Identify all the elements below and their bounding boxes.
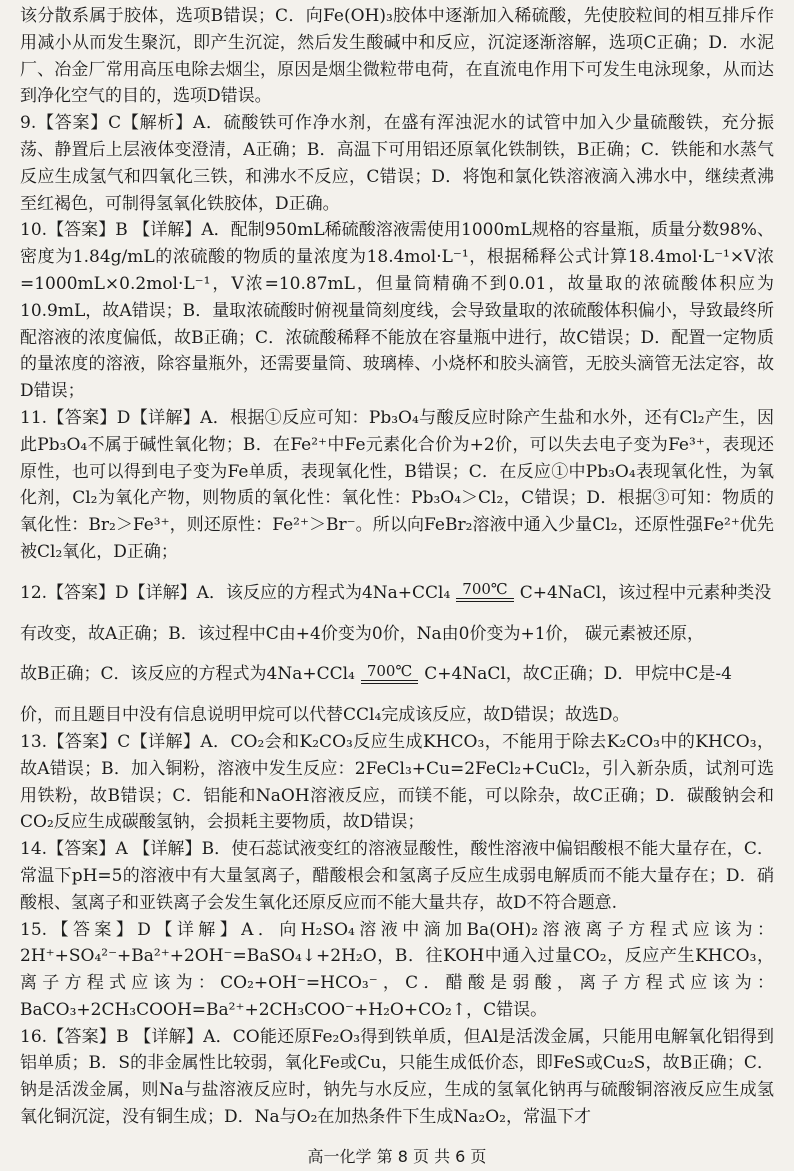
paragraph-9: 9.【答案】C【解析】A．硫酸铁可作净水剂，在盛有浑浊泥水的试管中加入少量硫酸铁，充分振荡、静置后上层液体变澄清，A正确；B．高温下可用铝还原氧化铁制铁，B正确；C．铁能和水蒸气反应生成氢气和四氧化三铁，和沸水不反应，C错误；D．将饱和氯化铁溶液滴入沸水中，继续煮沸至红褐色，可制得氢氧化铁胶体，D正确。 bbox=[20, 113, 774, 214]
paragraph-8-continued: 该分散系属于胶体，选项B错误；C．向Fe(OH)₃胶体中逐渐加入稀硫酸，先使胶粒间的相互排斥作用减小从而发生聚沉，即产生沉淀，然后发生酸碱中和反应，沉淀逐渐溶解，选项C正确；D．水泥厂、冶金厂常用高压电除去烟尘，原因是烟尘微粒带电荷，在直流电作用下可发生电泳现象，从而达到净化空气的目的，选项D错误。 bbox=[20, 6, 774, 107]
page-footer: 高一化学 第 8 页 共 6 页 bbox=[307, 1147, 487, 1166]
answer-explanations bbox=[20, 3, 774, 1131]
paragraph-13: 13.【答案】C【详解】A．CO₂会和K₂CO₃反应生成KHCO₃，不能用于除去K₂CO₃中的KHCO₃，故A错误；B．加入铜粉，溶液中发生反应：2FeCl₃+Cu=2FeCl₂+CuCl₂，引入新杂质，试剂可选用铁粉，故B错误；C．铝能和NaOH溶液反应，而镁不能，可以除杂，故C正确；D．碳酸钠会和CO₂反应生成碳酸氢钠，会损耗主要物质，故D错误； bbox=[20, 731, 774, 833]
reaction-condition: 700℃ bbox=[456, 580, 513, 606]
paragraph-12-line3: 故B正确；C．该反应的方程式为4Na+CCl₄ 700℃ C+4NaCl，故C正确；D．甲烷中C是-4 bbox=[20, 661, 774, 688]
paragraph-12-line2: 有改变，故A正确；B．该过程中C由+4价变为0价，Na由0价变为+1价， 碳元素被还原， bbox=[20, 623, 704, 644]
paragraph-10: 10.【答案】B 【详解】A．配制950mL稀硫酸溶液需使用1000mL规格的容量瓶，质量分数98%、密度为1.84g/mL的浓硫酸的物质的量浓度为18.4mol·L⁻¹，根据稀释公式计算18.4mol·L⁻¹×V浓=1000mL×0.2mol·L⁻¹，V浓=10.87mL，但量筒精确不到0.01，故量取的浓硫酸体积应为10.9mL，故A错误；B．量取浓硫酸时俯视量筒刻度线，会导致量取的浓硫酸体积偏小，导致最终所配溶液的浓度偏低，故B正确；C．浓硫酸稀释不能放在容量瓶中进行，故C错误；D．配置一定物质的量浓度的溶液，除容量瓶外，还需要量筒、玻璃棒、小烧杯和胶头滴管，无胶头滴管无法定容，故D错误； bbox=[20, 220, 774, 402]
paragraph-11: 11.【答案】D【详解】A．根据①反应可知：Pb₃O₄与酸反应时除产生盐和水外，还有Cl₂产生，因此Pb₃O₄不属于碱性氧化物；B．在Fe²⁺中Fe元素化合价为+2价，可以失去电子变为Fe³⁺，表现还原性，也可以得到电子变为Fe单质，表现氧化性，B错误；C．在反应①中Pb₃O₄表现氧化性，为氧化剂，Cl₂为氧化产物，则物质的氧化性：氧化性：Pb₃O₄＞Cl₂，C错误；D．根据③可知：物质的氧化性：Br₂＞Fe³⁺，则还原性：Fe²⁺＞Br⁻。所以向FeBr₂溶液中通入少量Cl₂，还原性强Fe²⁺优先被Cl₂氧化，D正确； bbox=[20, 407, 774, 562]
paragraph-12-line1: 12.【答案】D【详解】A．该反应的方程式为4Na+CCl₄ 700℃ C+4NaCl，该过程中元素种类没 bbox=[20, 580, 774, 607]
reaction-condition: 700℃ bbox=[361, 662, 418, 688]
paragraph-15: 15.【答案】D【详解】A．向H₂SO₄溶液中滴加Ba(OH)₂溶液离子方程式应该为：2H⁺+SO₄²⁻+Ba²⁺+2OH⁻=BaSO₄↓+2H₂O，B．往KOH中通入过量CO₂，反应产生KHCO₃，离子方程式应该为：CO₂+OH⁻=HCO₃⁻，C．醋酸是弱酸，离子方程式应该为：BaCO₃+2CH₃COOH=Ba²⁺+2CH₃COO⁻+H₂O+CO₂↑，C错误。 bbox=[20, 919, 774, 1020]
paragraph-12-line4: 价，而且题目中没有信息说明甲烷可以代替CCl₄完成该反应，故D错误；故选D。 bbox=[20, 705, 630, 726]
paragraph-16: 16.【答案】B 【详解】A．CO能还原Fe₂O₃得到铁单质，但Al是活泼金属，只能用电解氧化铝得到铝单质；B．S的非金属性比较弱，氧化Fe或Cu，只能生成低价态，即FeS或Cu₂S，故B正确；C．钠是活泼金属，则Na与盐溶液反应时，钠先与水反应，生成的氢氧化钠再与硫酸铜溶液反应生成氢氧化铜沉淀，没有铜生成；D．Na与O₂在加热条件下生成Na₂O₂，常温下才 bbox=[20, 1026, 774, 1128]
paragraph-14: 14.【答案】A 【详解】B．使石蕊试液变红的溶液显酸性，酸性溶液中偏铝酸根不能大量存在，C．常温下pH=5的溶液中有大量氢离子，醋酸根会和氢离子反应生成弱电解质而不能大量存在；D．硝酸根、氢离子和亚铁离子会发生氧化还原反应而不能大量共存，故D不符合题意. bbox=[20, 839, 774, 913]
